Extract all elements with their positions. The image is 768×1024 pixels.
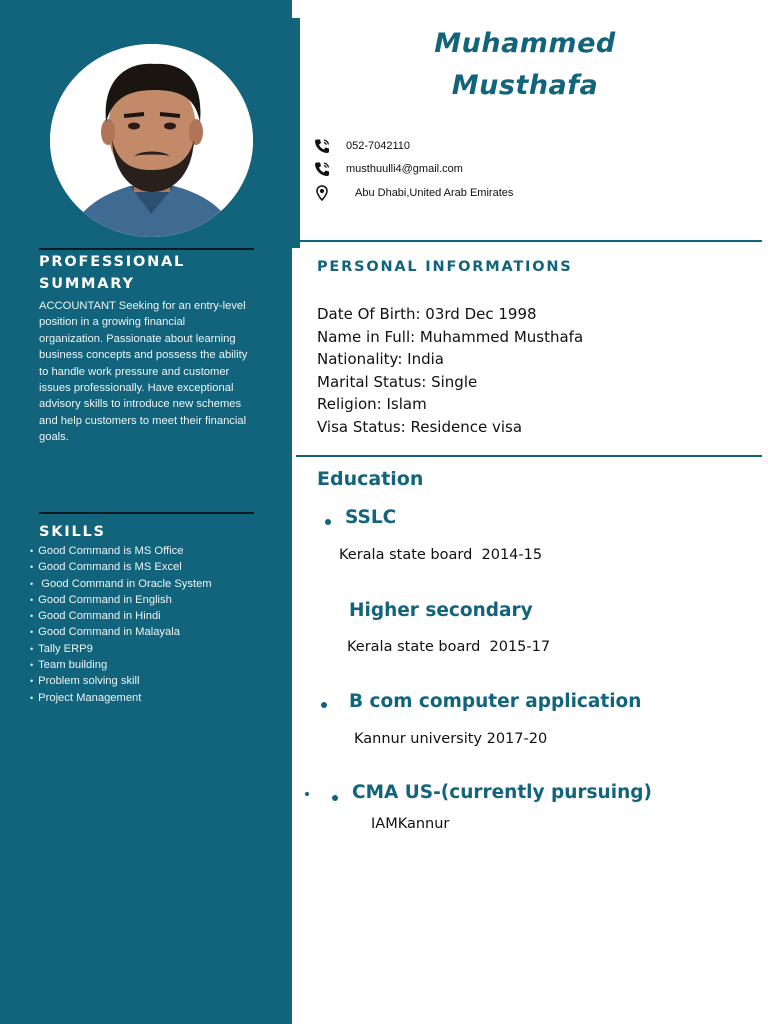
skills-heading: SKILLS (39, 524, 106, 540)
skill-item: • Problem solving skill (30, 673, 212, 689)
contact-email (314, 160, 463, 178)
skill-item: • Good Command in Malayala (30, 624, 212, 640)
education-detail-higher-secondary: Kerala state board 2015-17 (347, 639, 551, 655)
skill-item: • Tally ERP9 (30, 641, 212, 657)
profile-photo-illustration (50, 44, 253, 237)
personal-info-item: Date Of Birth: 03rd Dec 1998 (317, 305, 537, 323)
personal-heading: PERSONAL INFORMATIONS (317, 259, 573, 275)
education-title-sslc: SSLC (345, 507, 397, 528)
bullet-icon (325, 519, 331, 525)
skill-item: • Good Command in Hindi (30, 608, 212, 624)
phone-icon (314, 161, 330, 177)
phone-number[interactable]: 052-7042110 (346, 140, 411, 152)
personal-divider (296, 455, 762, 457)
education-heading: Education (317, 468, 424, 490)
location-pin-icon (314, 185, 330, 201)
skill-item: • Good Command is MS Office (30, 543, 212, 559)
personal-info-item: Religion: Islam (317, 395, 427, 414)
summary-heading-line2: SUMMARY (39, 276, 135, 292)
personal-info-item: Nationality: India (317, 350, 444, 369)
summary-heading-line1: PROFESSIONAL (39, 254, 186, 270)
profile-photo (50, 44, 253, 237)
bullet-icon (305, 792, 309, 796)
summary-divider (39, 248, 254, 250)
skill-item: • Good Command in English (30, 592, 212, 608)
skills-list (30, 543, 212, 706)
skill-item: • Good Command in Oracle System (30, 576, 212, 592)
phone-icon (314, 138, 330, 154)
personal-info-item: Marital Status: Single (317, 372, 478, 391)
summary-heading (39, 251, 185, 295)
education-title-cma: CMA US-(currently pursuing) (352, 782, 652, 803)
personal-info-item: Visa Status: Residence visa (317, 417, 523, 436)
education-detail-bcom: Kannur university 2017-20 (354, 731, 548, 747)
contact-phone (314, 137, 410, 155)
skill-item: • Good Command is MS Excel (30, 559, 212, 575)
personal-info-list (317, 303, 583, 439)
education-detail-cma: IAMKannur (371, 816, 450, 832)
skill-item: • Team building (30, 657, 212, 673)
name-first: Muhammed (434, 28, 616, 59)
sidebar-tab (292, 18, 300, 248)
skills-divider (39, 512, 254, 514)
education-title-bcom: B com computer application (349, 691, 642, 712)
bullet-icon (321, 702, 327, 708)
bullet-icon (332, 795, 338, 801)
skill-item: • Project Management (30, 690, 212, 706)
education-detail-sslc: Kerala state board 2014-15 (339, 547, 543, 563)
name-last: Musthafa (451, 70, 599, 101)
summary-text: ACCOUNTANT Seeking for an entry-level position in a growing financial organization. Passionate about learning business concepts and possess the ability to handle work pressure and customer issues professionally. Have exceptional advisory skills to introduce new schemes and help customers to meet their financial goals. (39, 300, 248, 444)
location-text: Abu Dhabi,United Arab Emirates (355, 187, 514, 199)
personal-info-item: Name in Full: Muhammed Musthafa (317, 327, 584, 346)
email-address[interactable]: musthuulli4@gmail.com (346, 163, 463, 175)
contact-location (314, 184, 513, 202)
header-divider (300, 240, 762, 242)
education-title-higher-secondary: Higher secondary (349, 600, 533, 621)
